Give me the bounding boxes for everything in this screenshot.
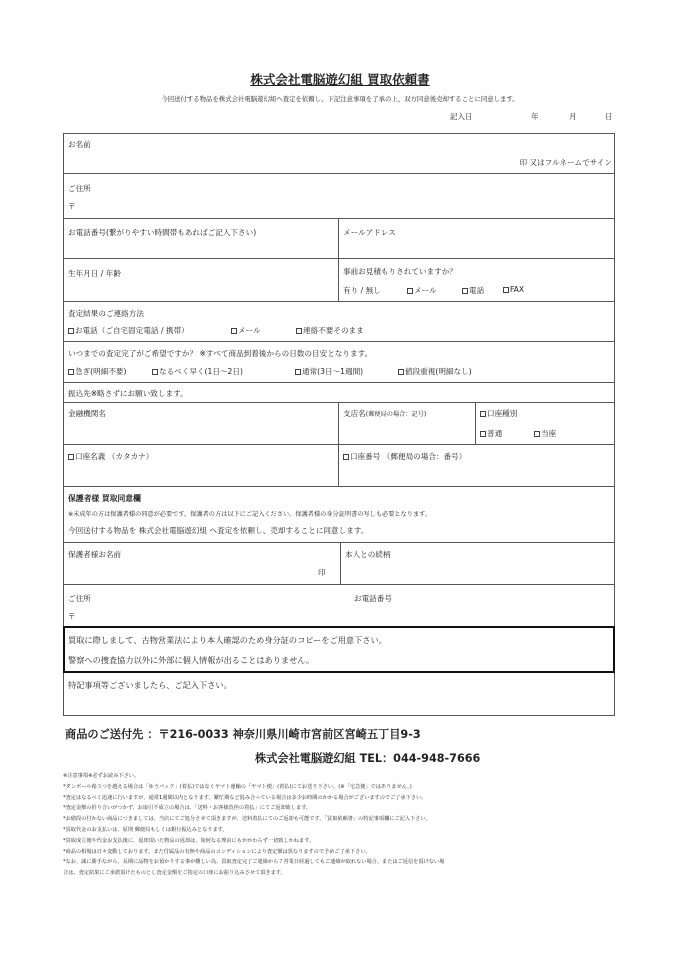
email-label: メールアドレス xyxy=(343,228,396,237)
account-holder-field[interactable] xyxy=(64,445,338,486)
estimate-answer[interactable]: 有り / 無し xyxy=(343,286,381,295)
guardian-heading: 保護者様 買取同意欄 xyxy=(68,494,141,503)
contact-method-label: 査定結果のご連絡方法 xyxy=(68,309,144,318)
checkbox-icon xyxy=(534,431,540,437)
note-item: *お値段の付かない商品につきましては、当店にてご処分させて頂きますが、送料着払にてのご返却も可能です。「買取依頼書」の特記事項欄にご記入下さい。 xyxy=(63,816,431,823)
date-year-label: 年 xyxy=(531,112,539,121)
note-item: *ダンボール箱３つを越える場合は「ゆうパック」(着払)ではなくヤマト運輸の「ヤマト便」(着払)にてお送り下さい。(※「宅急便」ではありません。) xyxy=(63,783,412,790)
email-field[interactable] xyxy=(338,219,614,258)
checkbox-icon xyxy=(407,288,413,294)
checkbox-icon xyxy=(480,431,486,437)
date-day-label: 日 xyxy=(605,112,613,121)
account-row xyxy=(64,445,614,487)
address-field[interactable] xyxy=(64,174,614,219)
shipping-address: 商品のご送付先 ：〒216-0033 神奈川県川崎市宮前区宮崎五丁目9-3 xyxy=(65,728,421,741)
checkbox-icon xyxy=(68,328,74,334)
checkbox-icon xyxy=(480,411,486,417)
checkbox-icon xyxy=(68,454,74,460)
birthday-field[interactable] xyxy=(64,259,338,301)
estimate-option-fax[interactable]: FAX xyxy=(503,285,524,294)
guardian-address-row[interactable] xyxy=(64,585,614,627)
contact-option-phone[interactable]: お電話（ご自宅固定電話 / 携帯） xyxy=(68,325,189,336)
intro-text: 今回送付する物品を株式会社電脳遊幻組へ査定を依頼し、下記注意事項を了承の上、双方同意後売却することに同意します。 xyxy=(161,95,519,103)
checkbox-icon xyxy=(68,369,74,375)
guardian-phone-label: お電話番号 xyxy=(354,594,392,603)
address-label: ご住所 xyxy=(68,184,91,193)
account-number-label: 口座番号 （郵便局の場合：番号） xyxy=(343,451,466,462)
date-label: 記入日 xyxy=(450,112,473,121)
guardian-consent: 今回送付する物品を 株式会社電脳遊幻組 へ査定を依頼し、売却することに同意します。 xyxy=(68,526,369,535)
guardian-seal-mark: 印 xyxy=(318,568,326,577)
name-field[interactable] xyxy=(64,134,614,174)
guardian-note: ※未成年の方は保護者様の同意が必要です。保護者の方は以下にご記入ください。保護者様の身分証明書の写しも必要となります。 xyxy=(68,511,432,518)
branch-label: 支店名(郵便局の場合：記号) xyxy=(343,409,427,418)
schedule-option-urgent[interactable]: 急ぎ(明細不要) xyxy=(68,366,127,377)
page-title: 株式会社電脳遊幻組 買取依頼書 xyxy=(250,72,430,87)
checkbox-icon xyxy=(231,328,237,334)
guardian-postal-mark: 〒 xyxy=(68,612,76,621)
phone-label: お電話番号(繋がりやすい時間帯もあればご記入下さい) xyxy=(68,228,257,237)
note-item: ※注意事項※必ずお読み下さい。 xyxy=(63,773,140,779)
checkbox-icon xyxy=(152,369,158,375)
checkbox-icon xyxy=(343,454,349,460)
checkbox-icon xyxy=(398,369,404,375)
guardian-address-label: ご住所 xyxy=(68,594,91,603)
form-table xyxy=(63,133,615,716)
schedule-row xyxy=(64,342,614,383)
account-number-field[interactable] xyxy=(338,445,614,486)
note-item: *査定金額の折り合いがつかず、お取引不成立の場合は、「送料・お客様負担の着払」にてご返却致します。 xyxy=(63,805,312,812)
guardian-relation-field[interactable] xyxy=(340,543,614,584)
id-warning-line1: 買取に際しまして、古物営業法により本人確認のため身分証のコピーをご用意下さい。 xyxy=(68,635,387,645)
estimate-field xyxy=(338,259,614,301)
transfer-row xyxy=(64,383,614,403)
phone-field[interactable] xyxy=(64,219,338,258)
bank-row xyxy=(64,403,614,445)
contact-option-email[interactable]: メール xyxy=(231,325,261,336)
guardian-header-row xyxy=(64,487,614,543)
id-warning-box xyxy=(63,626,615,673)
remarks-label: 特記事項等ございましたら、ご記入下さい。 xyxy=(68,680,232,690)
note-item: *なお、誠に勝手ながら、長期に品物をお預かりする事が難しい為、買取査定完了ご連絡から７営業日経過してもご連絡が取れない場合、またはご返信を頂けない場 xyxy=(63,859,445,866)
guardian-name-field[interactable] xyxy=(64,543,340,584)
note-item: *査定はなるべく迅速に行いますが、通常1週間以内となります。繁忙期など混み合っている場合は多少お時間のかかる場合がございますのでご了承下さい。 xyxy=(63,794,427,801)
account-type-ordinary[interactable]: 普通 xyxy=(480,428,502,439)
name-sign-note: 印 又はフルネームでサイン xyxy=(519,158,612,167)
schedule-option-price[interactable]: 値段重視(明細なし) xyxy=(398,366,472,377)
account-type-current[interactable]: 当座 xyxy=(534,428,556,439)
shipping-company-tel: 株式会社電脳遊幻組 TEL：044-948-7666 xyxy=(255,752,481,765)
guardian-name-label: 保護者様お名前 xyxy=(68,550,122,559)
note-item: 合は、査定結果にご承諾頂けたものとし査定金額をご指定の口座にお振り込みさせて頂きます。 xyxy=(63,870,286,877)
address-postal-mark: 〒 xyxy=(68,202,76,211)
phone-email-row xyxy=(64,219,614,259)
birthday-label: 生年月日 / 年齢 xyxy=(68,269,121,278)
estimate-option-email[interactable]: メール xyxy=(407,285,437,296)
transfer-label: 振込先※略さずにお願い致します。 xyxy=(68,389,188,398)
schedule-label: いつまでの査定完了がご希望ですか？ ※すべて商品到着後からの日数の目安となります。 xyxy=(68,349,373,358)
note-item: *買取代金のお支払いは、原則 郵便局もしくは銀行振込みとなります。 xyxy=(63,826,228,833)
contact-option-none[interactable]: 連絡不要そのまま xyxy=(296,325,364,336)
name-label: お名前 xyxy=(68,140,91,149)
account-type-label: 口座種別 xyxy=(480,408,517,419)
schedule-option-asap[interactable]: なるべく早く(1日～2日) xyxy=(152,366,243,377)
estimate-option-phone[interactable]: 電話 xyxy=(462,285,484,296)
branch-field[interactable] xyxy=(338,403,475,444)
account-holder-label: 口座名義 （カタカナ） xyxy=(68,451,153,462)
checkbox-icon xyxy=(296,328,302,334)
notes-list xyxy=(63,771,623,879)
birthday-estimate-row xyxy=(64,259,614,302)
schedule-option-normal[interactable]: 通常(3日～1週間) xyxy=(295,366,363,377)
contact-method-row xyxy=(64,302,614,342)
checkbox-icon xyxy=(462,288,468,294)
estimate-question: 事前お見積もりされていますか？ xyxy=(343,267,457,276)
note-item: *商品の相場は日々変動しております。また付属品の有無や商品のコンディションにより査定額は異なりますので予めご了承下さい。 xyxy=(63,848,371,855)
date-month-label: 月 xyxy=(569,112,577,121)
account-type-field xyxy=(475,403,614,444)
bank-name-field[interactable] xyxy=(64,403,338,444)
checkbox-icon xyxy=(295,369,301,375)
guardian-relation-label: 本人との続柄 xyxy=(345,550,391,559)
id-warning-line2: 警察への捜査協力以外に外部に個人情報が出ることはありません。 xyxy=(68,655,315,665)
checkbox-icon xyxy=(503,287,509,293)
note-item: *買取成立後や代金お支払後に、返却頂いた物品の返却は、如何なる理由にもかかわらず一切致しかねます。 xyxy=(63,837,315,844)
remarks-field[interactable] xyxy=(64,673,614,715)
guardian-name-row xyxy=(64,543,614,585)
bank-name-label: 金融機関名 xyxy=(68,409,106,418)
